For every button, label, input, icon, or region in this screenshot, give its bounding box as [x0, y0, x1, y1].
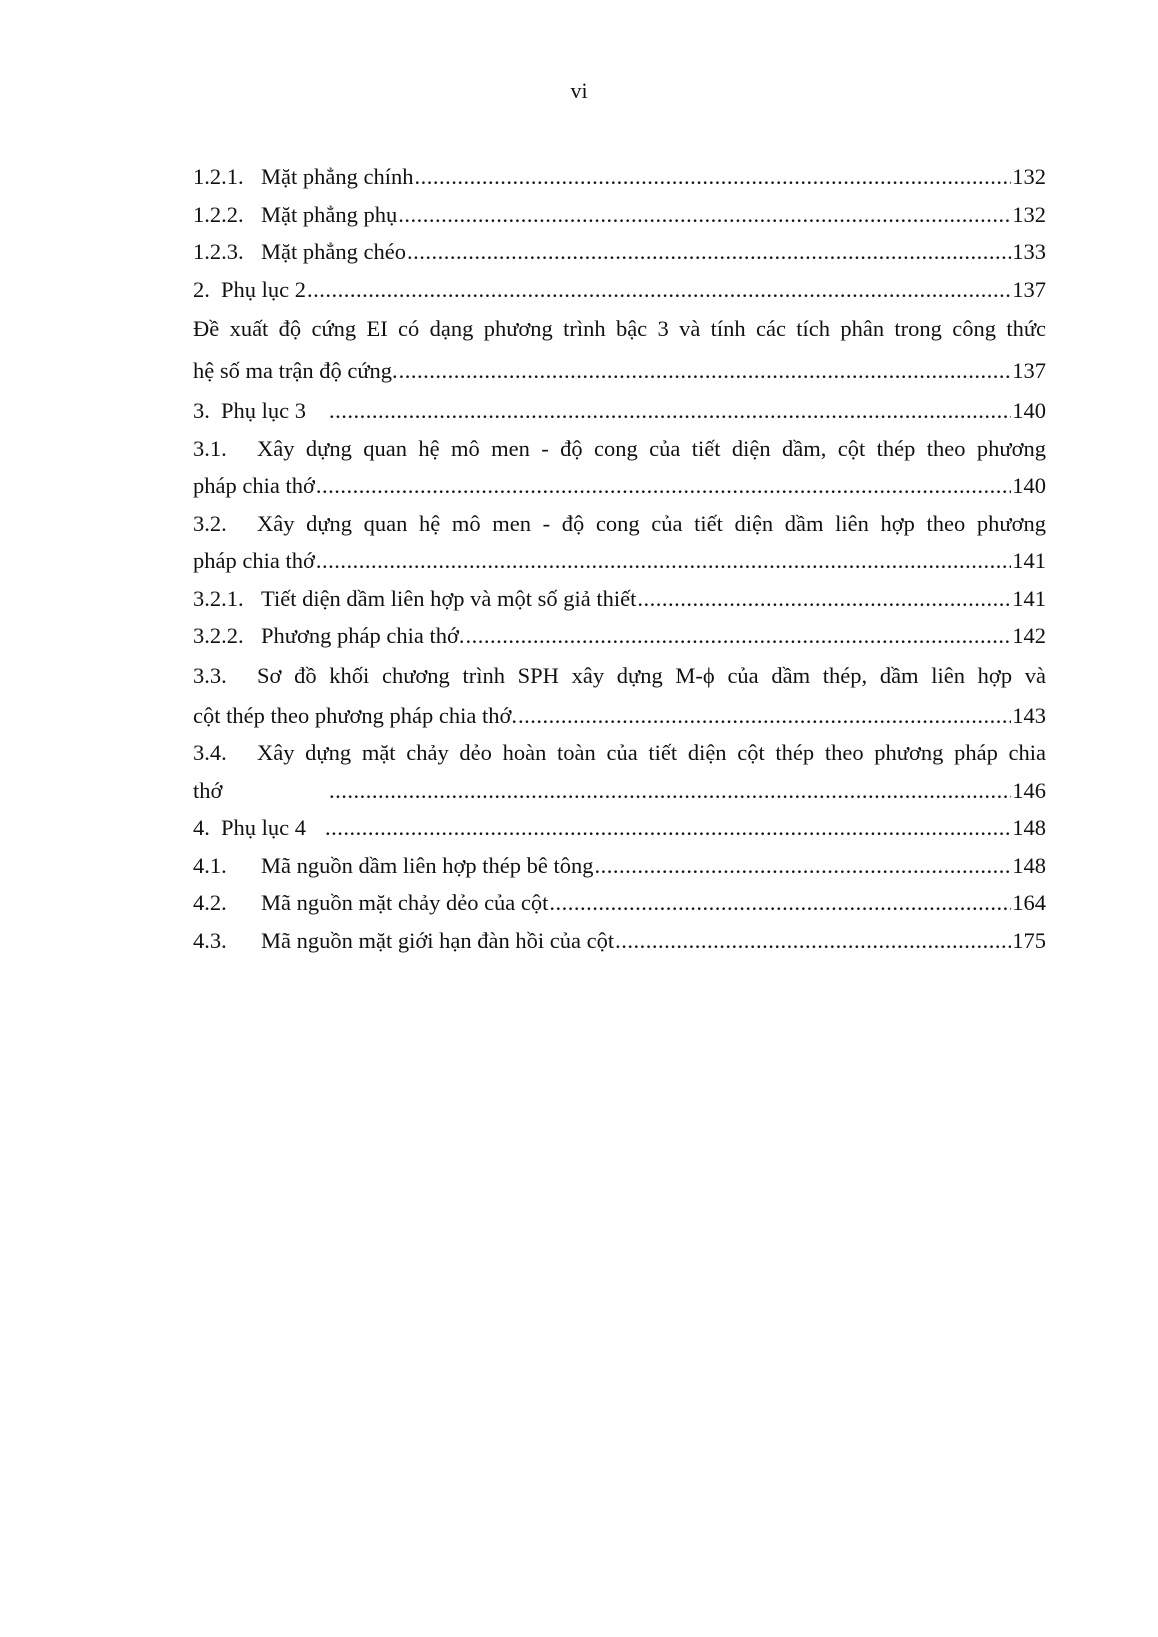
toc-entry-title: Mặt phẳng chéo — [261, 239, 406, 264]
dot-leader — [325, 809, 1011, 847]
toc-entry-title: Mặt phẳng chính — [261, 164, 414, 189]
toc-entry-page: 164 — [1012, 890, 1046, 915]
toc-entry-title-line2: pháp chia thớ — [193, 473, 315, 498]
dot-leader — [465, 617, 1011, 655]
dot-leader — [594, 847, 1011, 885]
dot-leader — [329, 772, 1011, 810]
toc-entry-3-2-2[interactable] — [193, 617, 1046, 655]
toc-entry-number: 3.2.2. — [193, 623, 244, 648]
toc-entry-1-2-3[interactable] — [193, 233, 1046, 271]
toc-entry-4-2[interactable] — [193, 884, 1046, 922]
toc-entry-1-2-1[interactable] — [193, 158, 1046, 196]
toc-entry-title-line1: Đề xuất độ cứng EI có dạng phương trình bậc 3 và tính các tích phân trong công thức — [193, 316, 1046, 341]
toc-entry-page: 137 — [1012, 358, 1046, 383]
toc-entry-3-4[interactable] — [193, 734, 1046, 809]
toc-entry-4-1[interactable] — [193, 847, 1046, 885]
toc-entry-4[interactable] — [193, 809, 1046, 847]
dot-leader — [407, 233, 1011, 271]
toc-entry-number: 4.1. — [193, 852, 227, 878]
toc-entry-title: Mã nguồn mặt chảy dẻo của cột — [261, 890, 549, 915]
dot-leader — [398, 196, 1011, 234]
toc-entry-title-line1: Xây dựng mặt chảy dẻo hoàn toàn của tiết diện cột thép theo phương pháp chia — [257, 740, 1046, 765]
toc-entry-page: 142 — [1012, 623, 1046, 648]
toc-entry-number: 1.2.3. — [193, 239, 244, 264]
toc-entry-title-line1: Xây dựng quan hệ mô men - độ cong của tiết diện dầm liên hợp theo phương — [257, 510, 1046, 536]
toc-entry-title: Phụ lục 3 — [221, 398, 307, 423]
dot-leader — [549, 884, 1011, 922]
dot-leader — [399, 350, 1012, 392]
toc-entry-number: 1.2.1. — [193, 164, 244, 189]
toc-entry-page: 148 — [1012, 852, 1046, 878]
toc-entry-page: 141 — [1012, 548, 1046, 573]
toc-entry-1-2-2[interactable] — [193, 196, 1046, 234]
dot-leader — [637, 580, 1011, 618]
toc-entry-number: 3. — [193, 398, 210, 423]
toc-entry-title: Tiết diện dầm liên hợp và một số giả thiết — [261, 585, 637, 611]
toc-entry-3[interactable] — [193, 392, 1046, 430]
toc-entry-title: Phụ lục 4 — [221, 815, 307, 840]
toc-entry-title: Mã nguồn dầm liên hợp thép bê tông — [261, 852, 594, 878]
toc-entry-page: 148 — [1012, 815, 1046, 840]
dot-leader — [329, 392, 1011, 430]
toc-entry-page: 132 — [1012, 201, 1046, 227]
toc-entry-number: 3.3. — [193, 662, 227, 688]
toc-entry-title: Phụ lục 2 — [221, 276, 307, 302]
toc-entry-title-line2: thớ — [193, 777, 223, 803]
toc-entry-title: Mã nguồn mặt giới hạn đàn hồi của cột — [261, 927, 615, 953]
toc-entry-number: 3.1. — [193, 435, 227, 461]
toc-entry-page: 137 — [1012, 276, 1046, 302]
toc-entry-title-line2: pháp chia thớ — [193, 548, 315, 573]
page-number: vi — [570, 78, 588, 103]
toc-entry-page: 133 — [1012, 239, 1046, 264]
toc-entry-page: 141 — [1012, 585, 1046, 611]
dot-leader — [518, 697, 1011, 735]
toc-entry-2-subtitle[interactable] — [193, 308, 1046, 392]
toc-entry-page: 140 — [1012, 473, 1046, 498]
toc-entry-3-2-1[interactable] — [193, 580, 1046, 618]
toc-entry-2[interactable] — [193, 271, 1046, 309]
table-of-contents — [193, 158, 1046, 959]
toc-entry-page: 140 — [1012, 398, 1046, 423]
toc-entry-page: 132 — [1012, 164, 1046, 189]
toc-entry-title: Phương pháp chia thớ. — [261, 623, 465, 648]
dot-leader — [316, 542, 1011, 580]
toc-entry-title-line1: Sơ đồ khối chương trình SPH xây dựng M-ϕ của dầm thép, dầm liên hợp và — [257, 662, 1046, 688]
toc-entry-4-3[interactable] — [193, 922, 1046, 960]
toc-entry-number: 4.3. — [193, 927, 227, 953]
dot-leader — [414, 158, 1011, 196]
dot-leader — [615, 922, 1011, 960]
toc-entry-page: 146 — [1012, 777, 1046, 803]
toc-entry-page: 143 — [1012, 702, 1046, 728]
toc-entry-title: Mặt phẳng phụ — [261, 201, 398, 227]
toc-entry-number: 3.2.1. — [193, 585, 244, 611]
dot-leader — [316, 467, 1011, 505]
toc-entry-number: 3.4. — [193, 740, 227, 765]
toc-entry-3-2[interactable] — [193, 505, 1046, 580]
toc-entry-number: 1.2.2. — [193, 201, 244, 227]
toc-entry-title-line1: Xây dựng quan hệ mô men - độ cong của tiết diện dầm, cột thép theo phương — [257, 435, 1046, 461]
toc-entry-title-line2: cột thép theo phương pháp chia thớ. — [193, 702, 518, 728]
toc-entry-number: 2. — [193, 276, 210, 302]
toc-entry-title-line2: hệ số ma trận độ cứng. — [193, 358, 398, 383]
toc-entry-number: 3.2. — [193, 510, 227, 536]
dot-leader — [307, 271, 1011, 309]
toc-entry-3-1[interactable] — [193, 430, 1046, 505]
toc-entry-number: 4. — [193, 815, 210, 840]
toc-entry-number: 4.2. — [193, 890, 227, 915]
toc-entry-page: 175 — [1012, 927, 1046, 953]
toc-entry-3-3[interactable] — [193, 655, 1046, 735]
